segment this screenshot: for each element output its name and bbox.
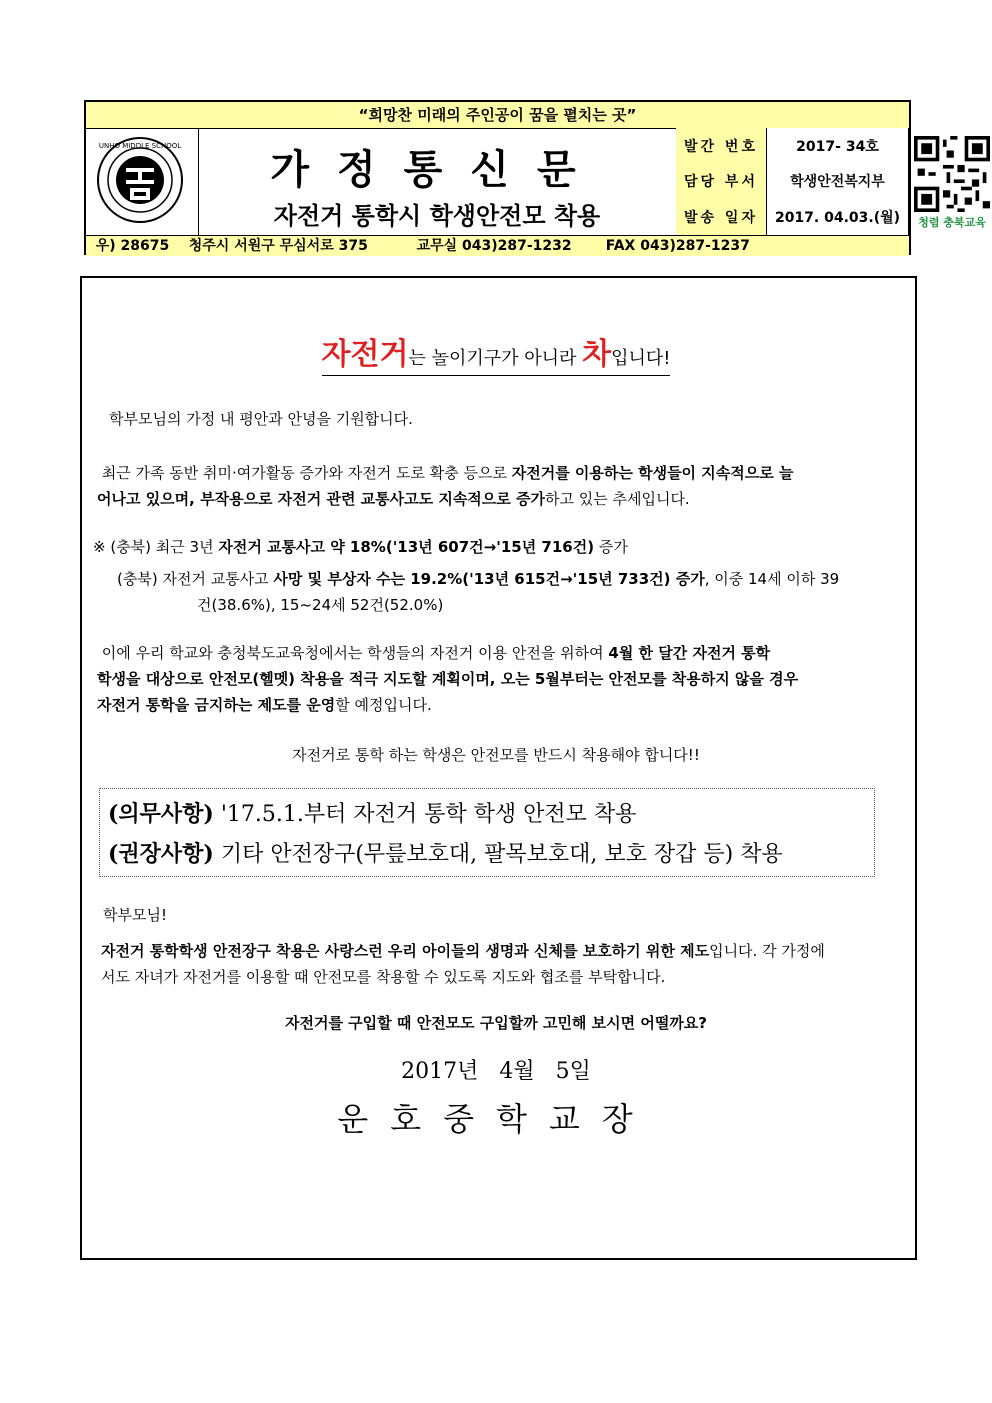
recommended-label: (권장사항) xyxy=(108,841,214,867)
para3-b: 입니다. 각 가정에 xyxy=(709,942,825,960)
para3-c: 서도 자녀가 자전거를 이용할 때 안전모를 착용할 수 있도록 지도와 협조를 부탁합니다. xyxy=(101,968,666,986)
headline-middle: 는 놀이기구가 아니라 xyxy=(408,348,583,369)
note2-d: 건(38.6%), 15~24세 52건(52.0%) xyxy=(197,596,444,614)
department-row xyxy=(676,163,908,199)
qr-cell xyxy=(908,128,992,235)
para2-d: 자전거 통학을 금지하는 제도를 운영 xyxy=(97,696,336,714)
para2-e: 할 예정입니다. xyxy=(335,696,432,714)
greeting: 학부모님의 가정 내 평안과 안녕을 기원합니다. xyxy=(109,410,413,428)
headline-vehicle: 차 xyxy=(582,337,612,372)
para1-b: 자전거를 이용하는 학생들이 지속적으로 늘 xyxy=(511,464,794,482)
mandatory-label: (의무사항) xyxy=(108,801,214,827)
issue-number-row xyxy=(676,128,908,164)
closing-question: 자전거를 구입할 때 안전모도 구입할까 고민해 보시면 어떨까요? xyxy=(285,1014,707,1032)
qr-caption: 청렴 충북교육 xyxy=(918,216,986,229)
note2-c: , 이중 14세 이하 39 xyxy=(704,570,840,588)
letter-date: 2017년 4월 5일 xyxy=(401,1059,591,1084)
mandatory-line xyxy=(108,797,636,828)
para1-d: 하고 있는 추세입니다. xyxy=(544,490,690,508)
title-cell xyxy=(198,128,677,235)
issue-number-label: 발간 번호 xyxy=(676,128,767,163)
page-title: 가정통신문 xyxy=(270,146,604,193)
principal-signature: 운호중학교장 xyxy=(337,1100,655,1138)
school-address: 우) 28675 청주시 서원구 무심서로 375 교무실 043)287-1232 FAX 043)287-1237 xyxy=(86,235,909,256)
note1-c: 증가 xyxy=(594,538,628,556)
issue-info xyxy=(676,128,908,235)
para2-c: 학생을 대상으로 안전모(헬멧) 착용을 적극 지도할 계획이며, 오는 5월부터는 안전모를 착용하지 않을 경우 xyxy=(97,670,799,688)
svg-text:UNHO MIDDLE SCHOOL: UNHO MIDDLE SCHOOL xyxy=(98,142,182,150)
rules-box xyxy=(99,788,875,877)
send-date-row xyxy=(676,198,908,235)
newsletter-header xyxy=(84,100,986,255)
qr-code-icon xyxy=(914,136,990,212)
para1-a: 최근 가족 동반 취미·여가활동 증가와 자전거 도로 확충 등으로 xyxy=(101,464,512,482)
recommended-line xyxy=(108,837,783,868)
paragraph-1 xyxy=(97,460,903,512)
para2-b: 4월 한 달간 자전거 통학 xyxy=(608,644,771,662)
department-value: 학생안전복지부 xyxy=(767,163,909,198)
logo-cell xyxy=(86,128,199,235)
note2-b: 사망 및 부상자 수는 19.2%('13년 615건→'15년 733건) 증가 xyxy=(273,570,705,588)
send-date-value: 2017. 04.03.(월) xyxy=(767,198,909,235)
parents-address: 학부모님! xyxy=(103,906,167,924)
headline xyxy=(0,329,992,376)
para3-a: 자전거 통학학생 안전장구 착용은 사랑스런 우리 아이들의 생명과 신체를 보호하기 위한 제도 xyxy=(101,942,710,960)
department-label: 담당 부서 xyxy=(676,163,767,198)
note1-b: 자전거 교통사고 약 18%('13년 607건→'15년 716건) xyxy=(218,538,595,556)
note-1 xyxy=(93,534,628,560)
para2-a: 이에 우리 학교와 충청북도교육청에서는 학생들의 자전거 이용 안전을 위하여 xyxy=(101,644,609,662)
para1-c: 어나고 있으며, 부작용으로 자전거 관련 교통사고도 지속적으로 증가 xyxy=(97,490,545,508)
send-date-label: 발송 일자 xyxy=(676,198,767,235)
paragraph-2 xyxy=(97,640,903,718)
issue-number-value: 2017- 34호 xyxy=(767,128,909,163)
recommended-text: 기타 안전장구(무릎보호대, 팔목보호대, 보호 장갑 등) 착용 xyxy=(213,842,783,867)
page-subtitle: 자전거 통학시 학생안전모 착용 xyxy=(273,202,601,230)
note-2 xyxy=(117,566,903,618)
school-emblem-icon xyxy=(96,136,184,224)
note2-a: (충북) 자전거 교통사고 xyxy=(117,570,274,588)
headline-end: 입니다! xyxy=(611,348,671,369)
headline-bicycle: 자전거 xyxy=(321,337,409,372)
paragraph-3 xyxy=(101,938,903,990)
emphasis-line: 자전거로 통학 하는 학생은 안전모를 반드시 착용해야 합니다!! xyxy=(292,746,700,764)
school-motto: “희망찬 미래의 주인공이 꿈을 펼치는 곳” xyxy=(86,102,909,129)
note1-a: ※ (충북) 최근 3년 xyxy=(93,538,219,556)
mandatory-text: '17.5.1.부터 자전거 통학 학생 안전모 착용 xyxy=(213,802,637,827)
